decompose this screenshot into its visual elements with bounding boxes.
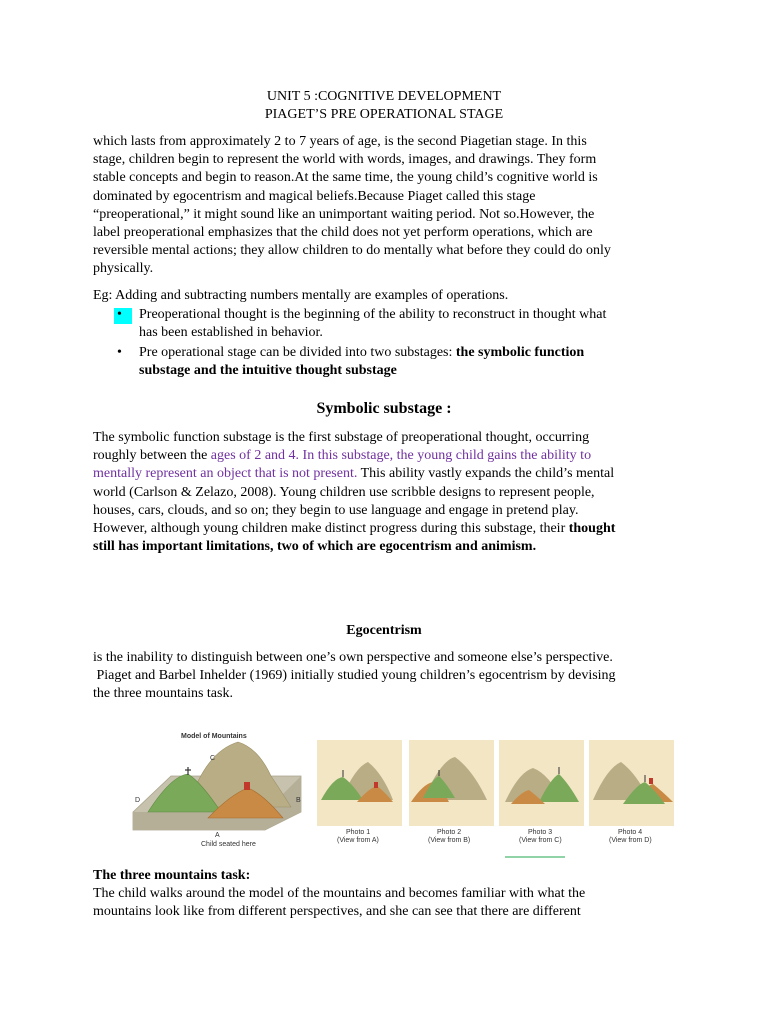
symbolic-text: However, although young children make distinct progress during this substage, their [93,521,569,537]
intro-line: stage, children begin to represent the world with words, images, and drawings. They form [93,152,597,168]
three-mountains-paragraph [93,885,683,921]
mountain-model [133,733,301,848]
bullet-icon: • [117,307,122,322]
symbolic-purple-text: mentally represent an object that is not present. [93,466,358,482]
bullet-item [93,306,683,344]
photo-view-a [317,740,402,844]
stage-title: PIAGET’S PRE OPERATIONAL STAGE [264,107,504,122]
red-house-icon [374,782,378,788]
three-mountains-figure [93,712,678,860]
bullet-line-bold: substage and the intuitive thought substage [139,363,397,379]
photo-view-d [589,740,674,844]
bullet-text-bold: the symbolic function [455,345,585,360]
model-title: Model of Mountains [181,733,247,740]
photo-label: Photo 4 [618,829,643,836]
symbolic-purple-text: ages of 2 and 4. In this substage, the young child gains the ability to [210,448,592,464]
symbolic-paragraph [93,429,683,556]
unit-title: UNIT 5 :COGNITIVE DEVELOPMENT [266,89,502,104]
three-mountains-line: The child walks around the model of the mountains and becomes familiar with what the [93,886,586,901]
egocentrism-paragraph [93,649,683,704]
figure-caption-fragment [505,856,565,858]
bullet-item [93,344,683,382]
photo-view-c [499,740,584,844]
bullet-text-plain: Pre operational stage can be divided into two substages: [139,345,456,360]
photo-view: (View from B) [428,837,471,844]
example-line: Eg: Adding and subtracting numbers mentally are examples of operations. [93,288,509,303]
symbolic-line: houses, cars, clouds, and so on; they begin to use language and engage in pretend play. [93,502,579,518]
label-d: D [135,797,141,804]
photo-label: Photo 1 [346,829,371,836]
red-house-icon [244,782,250,790]
egocentrism-line: is the inability to distinguish between one’s own perspective and someone else’s perspective. [93,650,613,665]
symbolic-bold-text: thought [568,521,616,537]
symbolic-bold-line: still has important limitations, two of which are egocentrism and animism. [93,539,537,555]
photo-view: (View from A) [337,837,379,844]
child-caption: Child seated here [201,841,256,848]
label-b: B [296,797,301,804]
intro-paragraph [93,133,683,279]
intro-line: which lasts from approximately 2 to 7 years of age, is the second Piagetian stage. In this [93,134,587,149]
photo-view: (View from D) [609,837,652,844]
label-c: C [210,755,216,762]
photo-label: Photo 2 [437,829,462,836]
red-house-icon [649,778,653,784]
egocentrism-line: Piaget and Barbel Inhelder (1969) initially studied young children’s egocentrism by devising [93,668,616,684]
intro-line: stable concepts and begin to reason.At the same time, the young child’s cognitive world is [93,170,598,186]
three-mountains-line: mountains look like from different perspectives, and she can see that there are different [93,904,581,920]
bullet-icon: • [117,345,122,360]
symbolic-text: roughly between the [93,448,211,464]
egocentrism-heading: Egocentrism [346,623,422,638]
photo-label: Photo 3 [528,829,553,836]
intro-line: “preoperational,” it might sound like an unimportant waiting period. Not so.However, the [93,206,595,222]
intro-line: reversible mental actions; they allow children to do mentally what before they could do only [93,243,611,259]
photo-view-b [409,740,494,844]
intro-line: label preoperational emphasizes that the child does not yet perform operations, which are [93,225,593,241]
bullet-line: has been established in behavior. [139,325,323,341]
intro-line: dominated by egocentrism and magical beliefs.Because Piaget called this stage [93,188,536,204]
label-a: A [215,832,220,839]
intro-line: physically. [93,261,154,277]
egocentrism-line: the three mountains task. [93,686,233,702]
symbolic-line: world (Carlson & Zelazo, 2008). Young children use scribble designs to represent people, [93,484,595,500]
symbolic-line: The symbolic function substage is the first substage of preoperational thought, occurring [93,430,590,445]
photo-view: (View from C) [519,837,562,844]
three-mountains-heading: The three mountains task: [93,868,251,883]
bullet-line: Preoperational thought is the beginning of the ability to reconstruct in thought what [139,307,607,322]
symbolic-heading: Symbolic substage : [316,400,452,417]
symbolic-text: This ability vastly expands the child’s mental [357,466,615,482]
